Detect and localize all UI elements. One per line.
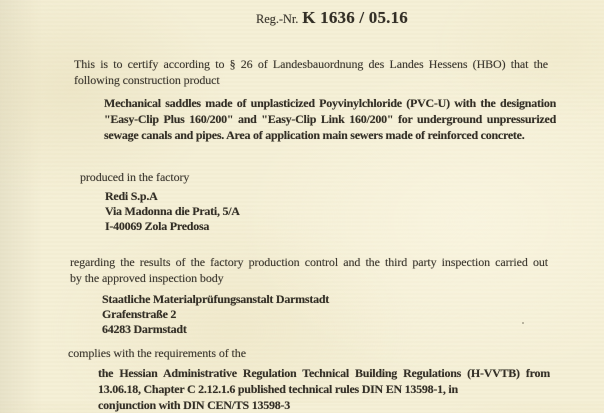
inspection-body-name: Staatliche Materialprüfungsanstalt Darmstadt [102, 292, 329, 306]
product-description [104, 95, 556, 143]
inspection-body-street: Grafenstraße 2 [102, 307, 177, 321]
registration-label: Reg.-Nr. [256, 12, 299, 26]
certify-paragraph [74, 56, 548, 88]
requirements-line-1: the Hessian Administrative Regulation Technical Building Regulations (H-VVTB) from [98, 366, 550, 380]
compliance-intro: complies with the requirements of the [68, 346, 246, 360]
requirements-line-3: conjunction with DIN CEN/TS 13598-3 [98, 398, 290, 412]
requirements-line-2: 13.06.18, Chapter C 2.12.1.6 published technical rules DIN EN 13598-1, in [98, 382, 458, 396]
product-line-3: sewage canals and pipes. Area of application main sewers made of reinforced concrete. [104, 128, 525, 142]
paper-speck [522, 322, 524, 324]
registration-number-line [30, 8, 604, 28]
inspection-body-city: 64283 Darmstadt [102, 322, 187, 336]
factory-city: I-40069 Zola Predosa [105, 219, 210, 233]
product-line-1: Mechanical saddles made of unplasticized Poyvinylchloride (PVC-U) with the designation [104, 96, 556, 110]
factory-name: Redi S.p.A [105, 189, 158, 203]
certify-line-1: This is to certify according to § 26 of Landesbauordnung des Landes Hessens (HBO) that the [74, 57, 548, 71]
product-line-2: "Easy-Clip Plus 160/200" and "Easy-Clip Link 160/200" for underground unpressurized [104, 112, 556, 126]
factory-street: Via Madonna die Prati, 5/A [105, 204, 240, 218]
inspection-intro-line-2: by the approved inspection body [70, 271, 224, 285]
inspection-intro-line-1: regarding the results of the factory production control and the third party inspection carried out [70, 255, 548, 269]
registration-number: K 1636 / 05.16 [302, 8, 408, 27]
factory-intro: produced in the factory [80, 170, 190, 184]
requirements-paragraph [98, 365, 550, 413]
factory-address [105, 189, 240, 234]
certify-line-2: following construction product [74, 73, 220, 87]
inspection-intro-paragraph [70, 254, 548, 286]
inspection-body-address [102, 292, 329, 337]
